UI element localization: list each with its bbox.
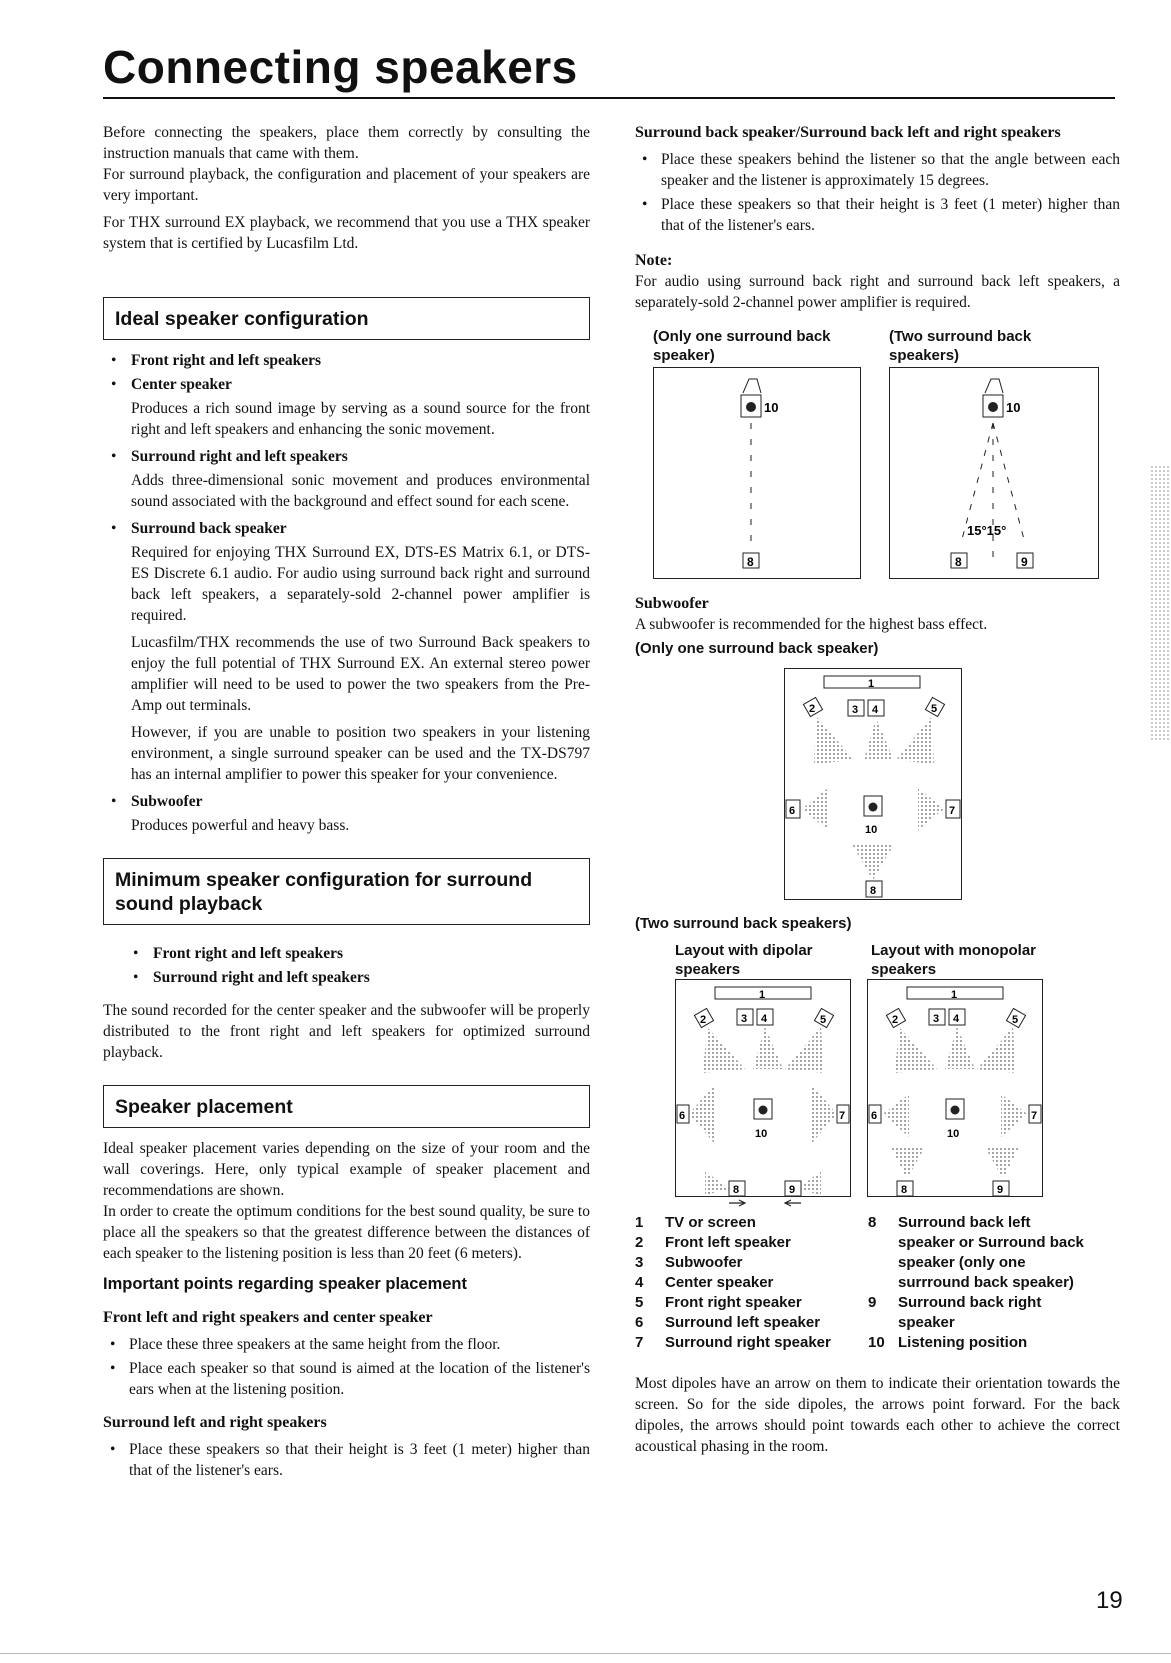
svg-text:5: 5: [931, 703, 938, 715]
svg-text:3: 3: [933, 1013, 940, 1025]
svg-text:6: 6: [871, 1110, 878, 1122]
legend-right: [868, 1213, 1120, 1353]
note-label: Note:: [635, 252, 673, 269]
legend-item-4: 4 Center speaker: [635, 1274, 774, 1291]
svg-text:4: 4: [953, 1013, 960, 1025]
left-column: [103, 122, 590, 1484]
speaker-4-icon: [868, 700, 884, 716]
speaker-4-icon: [949, 1009, 965, 1025]
ideal-config-list-2: [103, 446, 590, 467]
minimum-config-text: The sound recorded for the center speaker and the subwoofer will be properly distributed to the front right and left speakers for optimized surround playback.: [103, 1002, 590, 1061]
svg-text:5: 5: [820, 1014, 827, 1026]
listener-icon: [754, 1099, 772, 1119]
svg-text:2: 2: [809, 703, 816, 715]
svg-text:8: 8: [901, 1184, 908, 1196]
subwoofer-desc: Produces powerful and heavy bass.: [131, 817, 350, 834]
subwoofer-heading: Subwoofer: [635, 595, 709, 612]
speaker-7-icon: [946, 800, 960, 818]
surround-back-list: [635, 149, 1120, 236]
surround-back-item-1: • Place these speakers behind the listener so that the angle between each speaker and the listener is approximately 15 degrees.: [635, 149, 1120, 191]
legend-item-7: 7 Surround right speaker: [635, 1334, 831, 1351]
svg-text:9: 9: [997, 1184, 1004, 1196]
svg-text:4: 4: [761, 1013, 768, 1025]
minimum-item-front: • Front right and left speakers: [125, 943, 590, 964]
svg-text:8: 8: [955, 555, 962, 569]
ideal-config-list: [103, 350, 590, 395]
svg-text:1: 1: [759, 989, 766, 1001]
svg-text:7: 7: [949, 805, 956, 817]
speaker-9-icon: [785, 1181, 801, 1196]
dipoles-text: Most dipoles have an arrow on them to indicate their orientation towards the screen. So for the side dipoles, the arrows point forward. For the back dipoles, the arrows should point towards each other to achieve the correct acoustical phasing in the room.: [635, 1375, 1120, 1455]
ideal-config-list-4: [103, 791, 590, 812]
two-back-caption: (Two surround back speakers): [635, 915, 852, 932]
arrow-right-icon: [729, 1200, 745, 1206]
speaker-8-icon: [951, 553, 967, 569]
svg-text:3: 3: [741, 1013, 748, 1025]
svg-text:5: 5: [1012, 1014, 1019, 1026]
legend-item-9: 9 Surround back right speaker: [868, 1294, 1042, 1331]
page-number: 19: [1096, 1587, 1123, 1614]
legend-item-2: 2 Front left speaker: [635, 1234, 791, 1251]
svg-text:8: 8: [870, 885, 877, 897]
svg-text:1: 1: [868, 678, 875, 690]
legend-item-6: 6 Surround left speaker: [635, 1314, 821, 1331]
minimum-config-heading: [103, 858, 590, 925]
bottom-rule: [0, 1653, 1171, 1654]
center-speaker-desc: Produces a rich sound image by serving as a sound source for the front right and left speakers and enhancing the sonic movement.: [131, 400, 590, 438]
svg-text:1: 1: [951, 989, 958, 1001]
svg-text:8: 8: [733, 1184, 740, 1196]
ideal-item-front: • Front right and left speakers: [103, 350, 590, 371]
front-center-list: [103, 1334, 590, 1400]
only-one-caption: (Only one surround back speaker): [635, 640, 879, 657]
surround-lr-heading: Surround left and right speakers: [103, 1414, 327, 1431]
note-text: For audio using surround back right and surround back left speakers, a separately-sold 2-channel power amplifier is required.: [635, 273, 1120, 311]
two-back-speakers-diagram: [889, 367, 1099, 579]
ideal-config-list-3: [103, 518, 590, 539]
speaker-6-icon: [786, 800, 800, 818]
subwoofer-text: A subwoofer is recommended for the highest bass effect.: [635, 616, 988, 633]
front-center-heading: Front left and right speakers and center speaker: [103, 1309, 433, 1326]
intro-paragraph-3: For THX surround EX playback, we recommend that you use a THX speaker system that is certified by Lucasfilm Ltd.: [103, 214, 590, 252]
angle-label: 15°15°: [967, 523, 1007, 538]
ideal-item-subwoofer: • Subwoofer: [103, 791, 590, 812]
listener-icon: [864, 796, 882, 816]
svg-text:10: 10: [865, 824, 878, 836]
ideal-config-heading: Ideal speaker configuration: [103, 297, 590, 340]
surround-back-heading: Surround back speaker/Surround back left and right speakers: [635, 124, 1061, 141]
intro-paragraph-1: Before connecting the speakers, place them correctly by consulting the instruction manuals that came with them.: [103, 124, 590, 162]
speaker-7-icon: [1029, 1105, 1041, 1123]
svg-text:6: 6: [789, 805, 796, 817]
placement-paragraph-2: In order to create the optimum conditions for the best sound quality, be sure to place all the speakers so that the greatest difference between the distances of each speaker to the listening position is less than 20 feet (6 meters).: [103, 1203, 590, 1262]
dipolar-caption: Layout with dipolar speakers: [675, 942, 813, 978]
intro-paragraph-2: For surround playback, the configuration and placement of your speakers are very important.: [103, 166, 590, 204]
front-center-item-1: • Place these three speakers at the same height from the floor.: [103, 1334, 590, 1355]
ideal-item-center: • Center speaker: [103, 374, 590, 395]
layout-diagrams: [635, 941, 1120, 1209]
speaker-9-icon: [1017, 553, 1033, 569]
svg-text:10: 10: [755, 1128, 768, 1140]
legend-item-5: 5 Front right speaker: [635, 1294, 802, 1311]
surround-back-desc-3: However, if you are unable to position two speakers in your listening environment, a single surround speaker can be used and the TX-DS797 has an internal amplifier to power this speaker for your convenience.: [131, 724, 590, 783]
speaker-8-icon: [866, 881, 882, 897]
svg-text:8: 8: [747, 555, 754, 569]
arrow-left-icon: [785, 1200, 801, 1206]
speaker-8-icon: [729, 1181, 745, 1196]
svg-text:10: 10: [947, 1128, 960, 1140]
surround-lr-list: [103, 1439, 590, 1481]
diag2-caption: (Two surround back speakers): [889, 328, 1032, 364]
svg-text:9: 9: [789, 1184, 796, 1196]
speaker-4-icon: [757, 1009, 773, 1025]
svg-text:7: 7: [839, 1110, 846, 1122]
speaker-8-icon: [897, 1181, 913, 1196]
minimum-heading-line-2: sound playback: [115, 893, 263, 915]
speaker-3-icon: [929, 1009, 945, 1025]
svg-text:9: 9: [1021, 555, 1028, 569]
svg-text:7: 7: [1031, 1110, 1038, 1122]
label-10: 10: [764, 400, 779, 415]
legend-item-8: 8 Surround back left speaker or Surround back speaker (only one surrround back speaker): [868, 1214, 1084, 1291]
minimum-config-list: [103, 943, 590, 988]
room-diagram-monopolar: [867, 979, 1043, 1199]
front-center-item-2: • Place each speaker so that sound is aimed at the location of the listener's ears when at the listening position.: [103, 1358, 590, 1400]
title-rule: [103, 97, 1115, 99]
page-edge-dots: [1150, 465, 1171, 740]
legend-item-1: 1 TV or screen: [635, 1214, 756, 1231]
surround-back-desc-1: Required for enjoying THX Surround EX, DTS-ES Matrix 6.1, or DTS-ES Discrete 6.1 audio. For audio using surround back right and surround back left speakers, a separately-sold 2-channel power amplifier is required.: [131, 544, 590, 624]
speaker-placement-heading: Speaker placement: [103, 1085, 590, 1128]
room-diagram-one-back: [784, 668, 962, 900]
diag1-caption: (Only one surround back speaker): [653, 328, 831, 364]
page-title: Connecting speakers: [103, 41, 578, 93]
placement-paragraph-1: Ideal speaker placement varies depending on the size of your room and the wall coverings. Here, only typical example of speaker placement and recommendations are shown.: [103, 1140, 590, 1199]
legend-left: [635, 1213, 868, 1353]
surround-speaker-desc: Adds three-dimensional sonic movement and produces environmental sound associated with the background and effect sound for each scene.: [131, 472, 590, 510]
surround-lr-item-1: • Place these speakers so that their height is 3 feet (1 meter) higher than that of the listener's ears.: [103, 1439, 590, 1481]
speaker-8-icon: [743, 553, 759, 569]
svg-text:2: 2: [892, 1014, 899, 1026]
svg-text:3: 3: [852, 704, 859, 716]
speaker-9-icon: [993, 1181, 1009, 1196]
one-back-speaker-diagram: [653, 367, 861, 579]
legend-item-3: 3 Subwoofer: [635, 1254, 743, 1271]
svg-text:6: 6: [679, 1110, 686, 1122]
speaker-6-icon: [869, 1105, 881, 1123]
speaker-3-icon: [848, 700, 864, 716]
diagram-legend: [635, 1213, 1120, 1353]
minimum-heading-line-1: Minimum speaker configuration for surround: [115, 869, 533, 891]
ideal-item-surround-back: • Surround back speaker: [103, 518, 590, 539]
speaker-3-icon: [737, 1009, 753, 1025]
speaker-6-icon: [677, 1105, 689, 1123]
room-diagram-dipolar: [675, 979, 851, 1209]
monopolar-caption: Layout with monopolar speakers: [871, 942, 1036, 978]
speaker-7-icon: [837, 1105, 849, 1123]
surround-back-desc-2: Lucasfilm/THX recommends the use of two Surround Back speakers to enjoy the full potential of THX Surround EX. An external stereo power amplifier will need to be used to power the two speakers from the Pre-Amp out terminals.: [131, 634, 590, 714]
important-points-heading: Important points regarding speaker placement: [103, 1275, 467, 1293]
listener-icon: [946, 1099, 964, 1119]
right-column: [635, 122, 1120, 1457]
surround-back-item-2: • Place these speakers so that their height is 3 feet (1 meter) higher than that of the listener's ears.: [635, 194, 1120, 236]
label-10: 10: [1006, 400, 1021, 415]
angle-diagrams: [635, 327, 1120, 587]
svg-text:2: 2: [700, 1014, 707, 1026]
minimum-item-surround: • Surround right and left speakers: [125, 967, 590, 988]
legend-item-10: 10 Listening position: [868, 1334, 1028, 1351]
ideal-item-surround: • Surround right and left speakers: [103, 446, 590, 467]
svg-text:4: 4: [872, 704, 879, 716]
